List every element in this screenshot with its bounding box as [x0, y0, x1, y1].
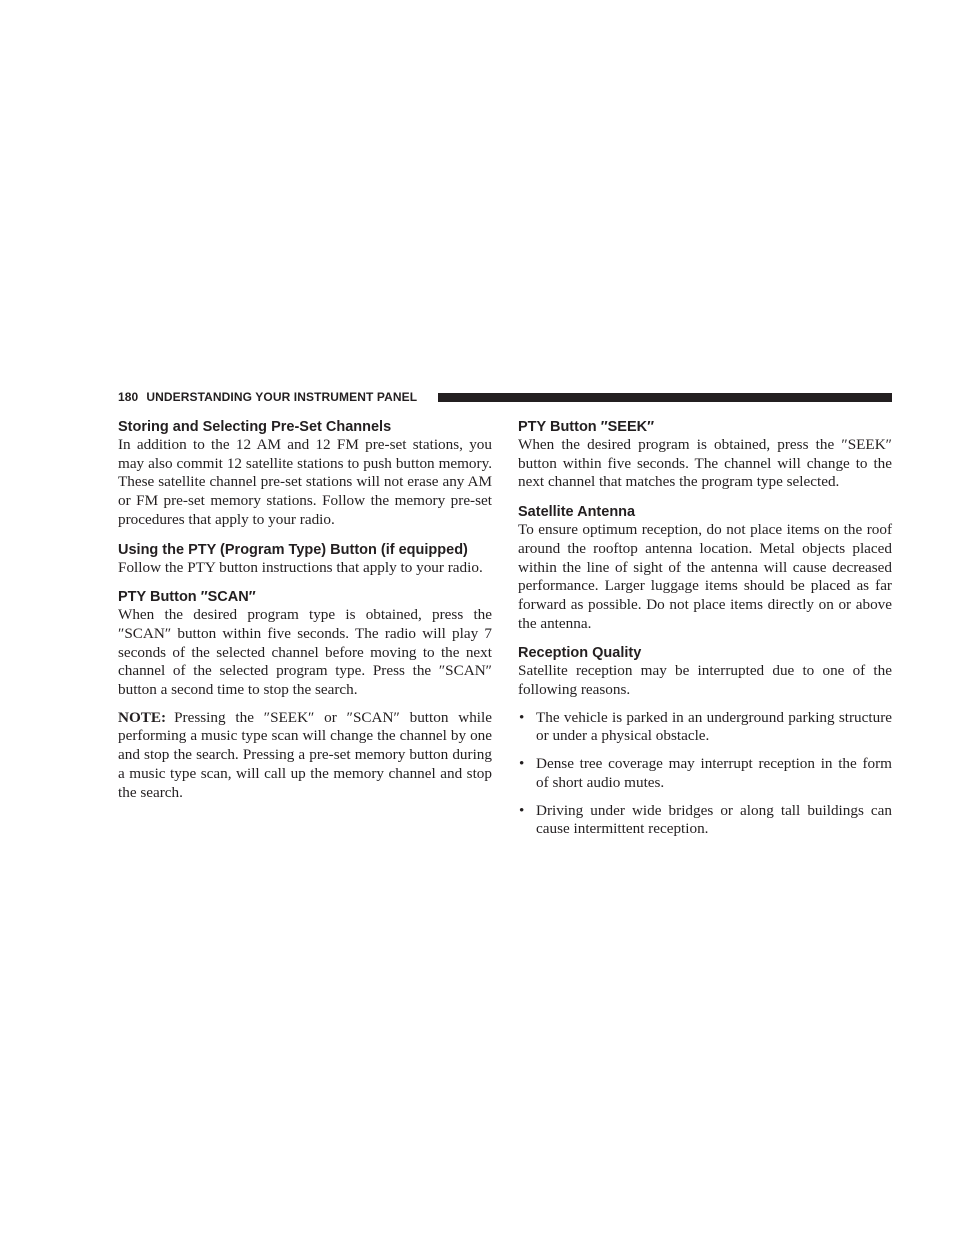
header-text	[118, 389, 417, 405]
page-number: 180	[118, 390, 139, 404]
list-item-text: The vehicle is parked in an underground parking structure or under a physical obstacle.	[536, 708, 892, 745]
note-label: NOTE:	[118, 708, 167, 726]
paragraph-reception-quality: Satellite reception may be interrupted due to one of the following reasons.	[518, 662, 892, 699]
list-item	[518, 802, 892, 839]
paragraph-using-pty-button: Follow the PTY button instructions that apply to your radio.	[118, 558, 483, 576]
note-body: Pressing the ″SEEK″ or ″SCAN″ button while performing a music type scan will change the channel by one and stop the search. Pressing a pre-set memory button during a music type scan, will call up the memory channel and stop the search.	[118, 708, 492, 801]
heading-storing-preset-channels: Storing and Selecting Pre-Set Channels	[118, 419, 392, 435]
heading-using-pty-button: Using the PTY (Program Type) Button (if equipped)	[118, 541, 468, 558]
right-column	[518, 416, 892, 848]
left-column	[118, 416, 492, 811]
paragraph-storing-preset-channels: In addition to the 12 AM and 12 FM pre-set stations, you may also commit 12 satellite stations to push button memory. These satellite channel pre-set stations will not erase any AM or FM pre-set memory stations. Follow the memory pre-set procedures that apply to your radio.	[118, 436, 492, 528]
list-item-text: Driving under wide bridges or along tall buildings can cause intermittent reception.	[536, 801, 892, 838]
paragraph-satellite-antenna: To ensure optimum reception, do not place items on the roof around the rooftop antenna location. Metal objects placed within the line of sight of the antenna will cause decreased performance. Larger luggage items should be placed as far forward as possible. Do not place items directly on or above the antenna.	[518, 521, 892, 632]
heading-satellite-antenna: Satellite Antenna	[518, 504, 636, 521]
heading-reception-quality: Reception Quality	[518, 645, 642, 662]
list-item	[518, 755, 892, 792]
list-item	[518, 709, 892, 746]
section-title: UNDERSTANDING YOUR INSTRUMENT PANEL	[146, 390, 418, 404]
paragraph-pty-scan: When the desired program type is obtained, press the ″SCAN″ button within five seconds. The radio will play 7 seconds of the selected channel before moving to the next channel of the selected program type. Press the ″SCAN″ button a second time to stop the search.	[118, 606, 492, 699]
running-header	[118, 389, 892, 405]
paragraph-pty-seek: When the desired program is obtained, press the ″SEEK″ button within five seconds. The channel will change to the next channel that matches the program type selected.	[518, 436, 892, 491]
list-item-text: Dense tree coverage may interrupt reception in the form of short audio mutes.	[536, 755, 892, 791]
bullet-icon: •	[519, 708, 525, 726]
reception-reasons-list	[518, 709, 892, 839]
heading-pty-scan: PTY Button ″SCAN″	[118, 589, 256, 606]
bullet-icon: •	[519, 755, 525, 773]
header-rule-bar	[438, 393, 892, 402]
note-paragraph	[118, 709, 492, 803]
bullet-icon: •	[519, 801, 525, 819]
heading-pty-seek: PTY Button ″SEEK″	[518, 419, 655, 435]
